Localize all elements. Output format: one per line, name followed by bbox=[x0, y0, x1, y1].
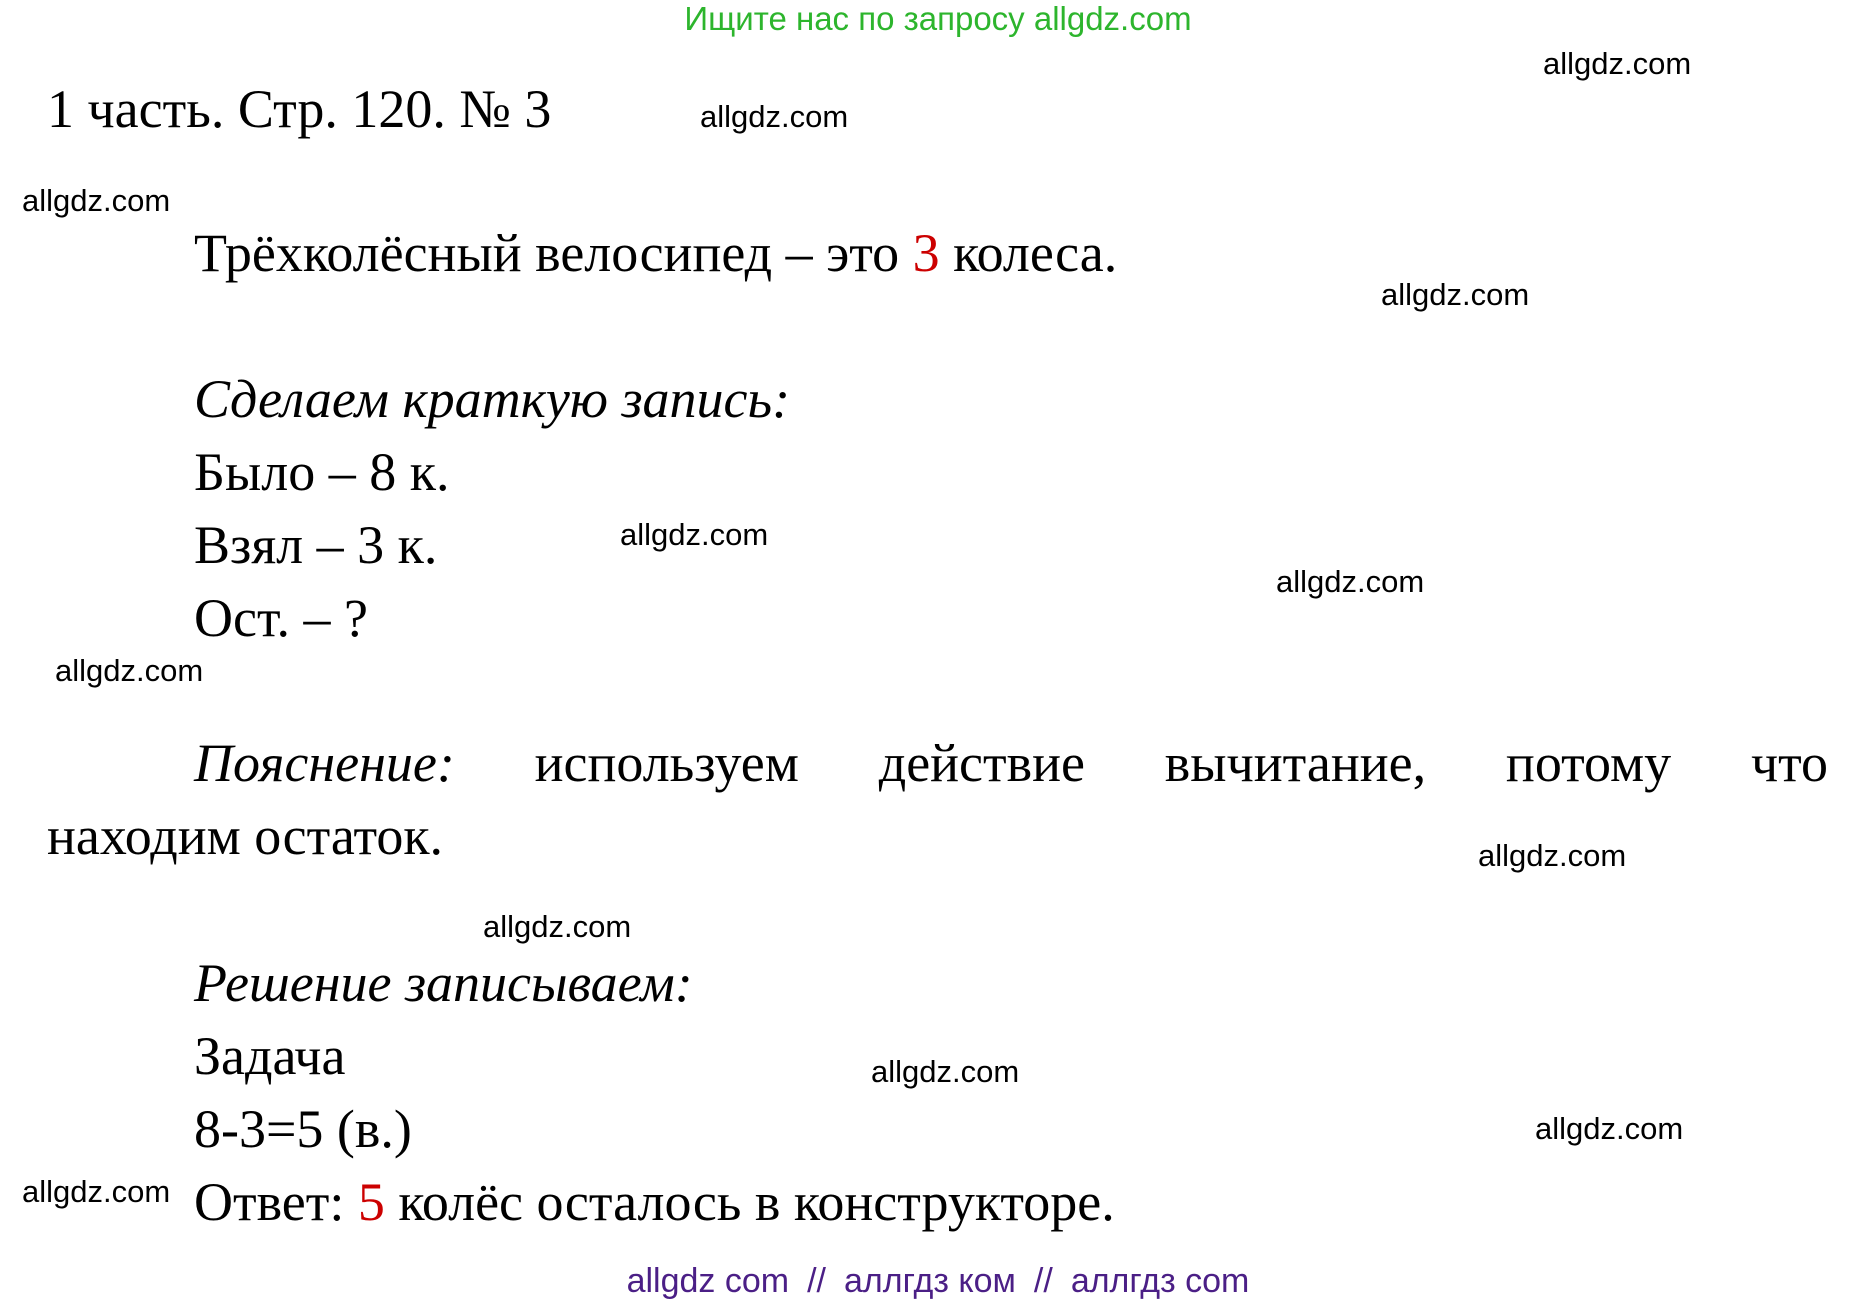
intro-text-before: Трёхколёсный велосипед – это bbox=[194, 223, 913, 283]
explanation-continuation: находим остаток. bbox=[47, 806, 444, 866]
watermark: allgdz.com bbox=[22, 1174, 171, 1209]
watermark: allgdz.com bbox=[700, 99, 849, 134]
task-label: Задача bbox=[194, 1026, 346, 1086]
top-banner: Ищите нас по запросу allgdz.com bbox=[684, 0, 1192, 37]
answer-text: колёс осталось в конструкторе. bbox=[384, 1172, 1115, 1232]
short-note-line-1: Было – 8 к. bbox=[194, 442, 450, 502]
explanation-word-1: используем bbox=[534, 733, 799, 793]
watermark: allgdz.com bbox=[1535, 1111, 1684, 1146]
watermark: allgdz.com bbox=[1478, 838, 1627, 873]
watermark: allgdz.com bbox=[1543, 46, 1692, 81]
watermark: allgdz.com bbox=[483, 909, 632, 944]
explanation-word-5: что bbox=[1750, 733, 1828, 793]
answer-number: 5 bbox=[357, 1172, 385, 1232]
footer-separator: // bbox=[1033, 1262, 1053, 1300]
footer-part-3: аллгдз com bbox=[1070, 1262, 1250, 1300]
answer-label: Ответ: bbox=[194, 1172, 358, 1232]
footer-part-2: аллгдз ком bbox=[844, 1262, 1016, 1300]
watermark: allgdz.com bbox=[1381, 277, 1530, 312]
footer-separator: // bbox=[807, 1262, 827, 1300]
explanation-word-4: потому bbox=[1505, 733, 1672, 793]
watermark: allgdz.com bbox=[620, 517, 769, 552]
intro-line bbox=[194, 222, 1117, 284]
page-title: 1 часть. Стр. 120. № 3 bbox=[47, 79, 552, 139]
answer-line bbox=[194, 1171, 1115, 1233]
explanation-word-3: вычитание, bbox=[1164, 733, 1427, 793]
watermark: allgdz.com bbox=[871, 1054, 1020, 1089]
short-note-heading: Сделаем краткую запись: bbox=[194, 369, 791, 429]
footer bbox=[0, 1262, 1876, 1301]
short-note-line-2: Взял – 3 к. bbox=[194, 515, 438, 575]
intro-text-after: колеса. bbox=[939, 223, 1118, 283]
explanation-word-2: действие bbox=[878, 733, 1085, 793]
intro-number: 3 bbox=[912, 223, 940, 283]
footer-part-1: allgdz com bbox=[626, 1262, 790, 1300]
solution-equation: 8-3=5 (в.) bbox=[194, 1099, 412, 1159]
explanation-line bbox=[194, 732, 1828, 794]
watermark: allgdz.com bbox=[55, 653, 204, 688]
explanation-label: Пояснение: bbox=[194, 733, 455, 793]
watermark: allgdz.com bbox=[1276, 564, 1425, 599]
watermark: allgdz.com bbox=[22, 183, 171, 218]
short-note-line-3: Ост. – ? bbox=[194, 588, 368, 648]
solution-heading: Решение записываем: bbox=[194, 953, 693, 1013]
